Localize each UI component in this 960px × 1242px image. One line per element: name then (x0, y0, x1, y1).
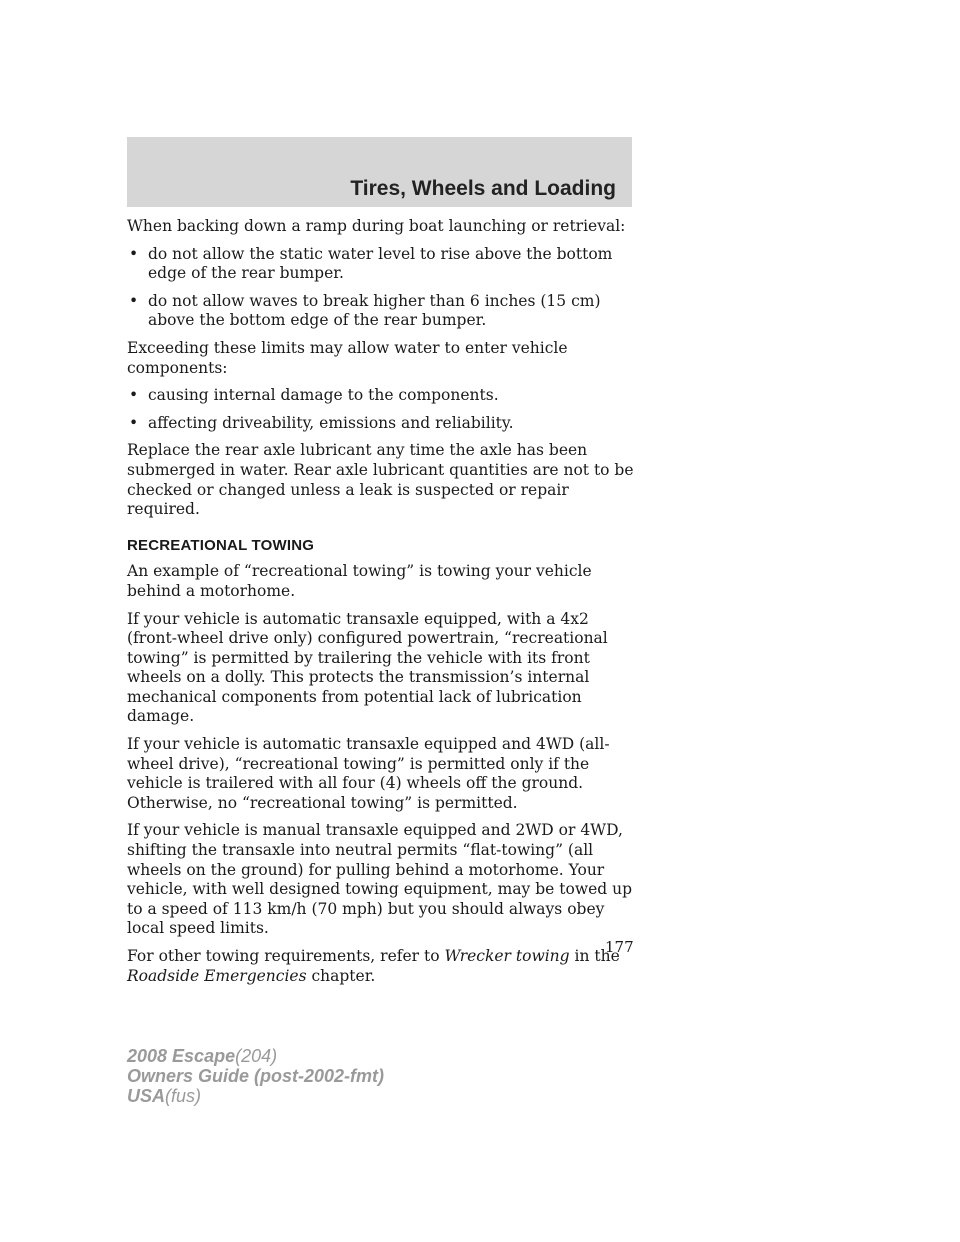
footer-model-line (127, 1046, 384, 1066)
footer-model: 2008 Escape (127, 1046, 236, 1066)
list-item (127, 292, 637, 331)
example-paragraph: An example of “recreational towing” is towing your vehicle behind a motorhome. (127, 562, 592, 600)
list-item-text: causing internal damage to the components. (148, 386, 499, 405)
footer-guide: Owners Guide (post-2002-fmt) (127, 1066, 385, 1086)
footer-region: USA (127, 1086, 166, 1106)
manual-transaxle-paragraph: If your vehicle is manual transaxle equipped and 2WD or 4WD, shifting the transaxle into neutral permits “flat-towing” (all wheels on the ground) for pulling behind a motorhome. Your vehicle, with well designed towing equipment, may be towed up to a speed of 113 km/h (70 mph) but you should always obey local speed limits. (127, 821, 633, 938)
automatic-4wd-paragraph: If your vehicle is automatic transaxle equipped and 4WD (all-wheel drive), “recreational towing” is permitted only if the vehicle is trailered with all four (4) wheels off the ground. Otherwise, no “recreational towing” is permitted. (127, 735, 610, 812)
footer-model-code: (204) (235, 1046, 278, 1066)
roadside-emergencies-reference: Roadside Emergencies (127, 966, 307, 985)
document-footer (127, 1046, 384, 1106)
section-title: Tires, Wheels and Loading (350, 177, 616, 200)
other-towing-paragraph (127, 947, 637, 986)
bullet-icon: • (129, 386, 139, 405)
bullet-icon: • (129, 244, 139, 263)
bullet-icon: • (129, 413, 139, 432)
replace-lubricant-paragraph: Replace the rear axle lubricant any time the axle has been submerged in water. Rear axle lubricant quantities are not to be checked or changed unless a leak is suspected or repair required. (127, 441, 634, 519)
list-item (127, 245, 637, 284)
section-heading: RECREATIONAL TOWING (127, 536, 315, 554)
bullet-icon: • (129, 291, 139, 310)
intro-paragraph: When backing down a ramp during boat launching or retrieval: (127, 217, 626, 235)
wrecker-towing-reference: Wrecker towing (444, 947, 570, 965)
automatic-4x2-paragraph: If your vehicle is automatic transaxle equipped, with a 4x2 (front-wheel drive only) configured powertrain, “recreational towing” is permitted by trailering the vehicle with its front wheels on a dolly. This protects the transmission’s internal mechanical components from potential lack of lubrication damage. (127, 609, 608, 726)
page-number: 177 (605, 938, 634, 956)
limits-paragraph: Exceeding these limits may allow water to enter vehicle components: (127, 338, 568, 377)
list-item (127, 386, 637, 406)
footer-region-line (127, 1086, 384, 1106)
list-item-text: do not allow the static water level to rise above the bottom edge of the rear bumper. (148, 244, 613, 283)
other-towing-prefix: For other towing requirements, refer to (127, 947, 445, 965)
list-item-text: do not allow waves to break higher than 6 inches (15 cm) above the bottom edge of the rear bumper. (148, 291, 601, 330)
other-towing-middle: in the (569, 947, 620, 965)
list-item (127, 414, 637, 434)
footer-region-code: (fus) (165, 1086, 202, 1106)
other-towing-suffix: chapter. (306, 966, 376, 985)
list-item-text: affecting driveability, emissions and reliability. (148, 413, 514, 432)
page-content (127, 217, 637, 994)
section-header-band (127, 137, 632, 207)
